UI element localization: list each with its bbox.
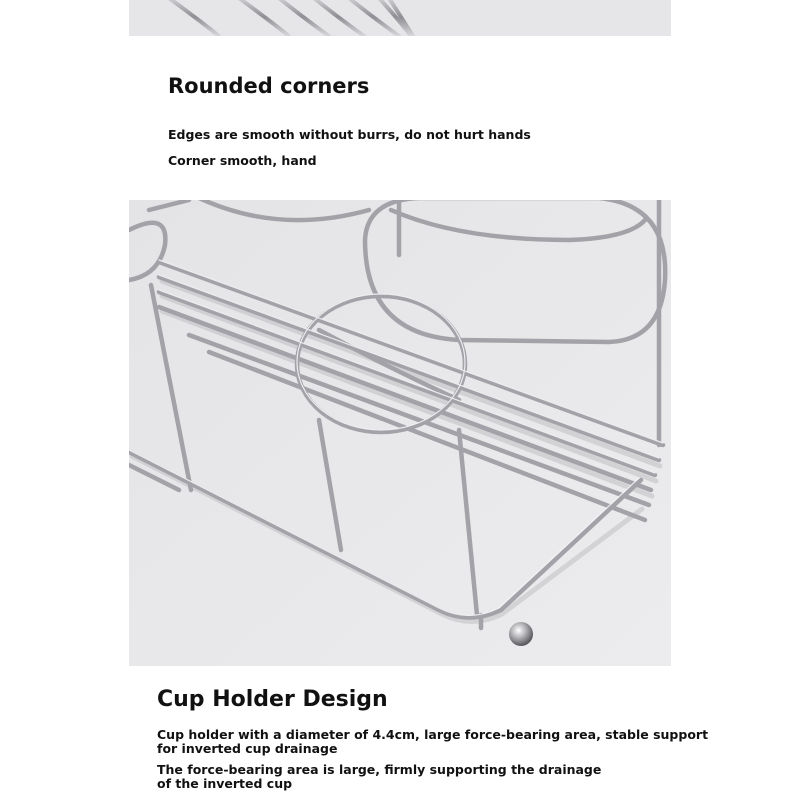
cup-holder-description-paragraph-1: Cup holder with a diameter of 4.4cm, large force-bearing area, stable support for inverted cup drainage	[157, 727, 709, 756]
rounded-corners-description-line-2: Corner smooth, hand	[168, 153, 317, 168]
rack-wires-illustration	[129, 0, 671, 36]
ball-foot	[509, 622, 533, 646]
section-heading-cup-holder-design: Cup Holder Design	[157, 687, 388, 712]
rounded-corners-description-line-1: Edges are smooth without burrs, do not hurt hands	[168, 127, 531, 142]
rack-detail-photo	[129, 0, 671, 36]
cup-holder-description-paragraph-2: The force-bearing area is large, firmly supporting the drainage of the inverted cup	[157, 762, 602, 791]
cup-holder-rack-photo	[129, 200, 671, 666]
cup-holder-rack-illustration	[129, 200, 671, 666]
section-heading-rounded-corners: Rounded corners	[168, 74, 370, 98]
